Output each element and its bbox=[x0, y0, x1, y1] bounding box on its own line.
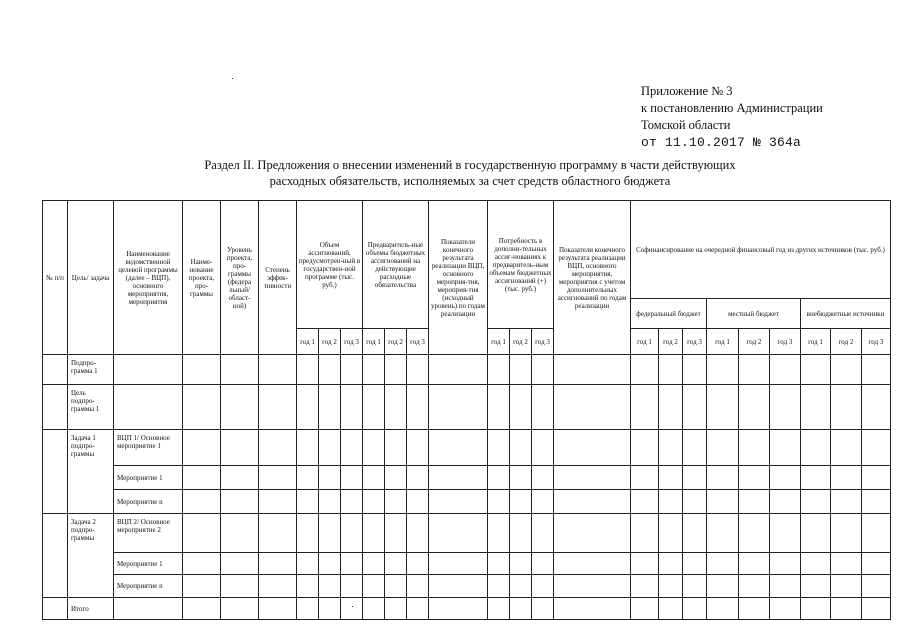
cell bbox=[385, 355, 407, 385]
header-level: Уровень проекта, про-граммы (федера льный/ област-ной) bbox=[221, 201, 259, 355]
cell bbox=[683, 514, 707, 553]
cell bbox=[510, 490, 532, 514]
cell bbox=[319, 430, 341, 466]
cell bbox=[488, 355, 510, 385]
cell bbox=[114, 355, 183, 385]
header-year: год 1 bbox=[707, 329, 739, 355]
cell bbox=[631, 466, 659, 490]
row-name-event-1b: Мероприятие 1 bbox=[114, 553, 183, 575]
cell bbox=[488, 466, 510, 490]
cell bbox=[862, 430, 891, 466]
cell bbox=[363, 430, 385, 466]
header-goal: Цель/ задача bbox=[68, 201, 114, 355]
cell bbox=[221, 575, 259, 598]
header-year: год 1 bbox=[488, 329, 510, 355]
cell bbox=[341, 553, 363, 575]
cell bbox=[429, 575, 488, 598]
cell bbox=[385, 466, 407, 490]
cell bbox=[183, 553, 221, 575]
cell bbox=[319, 575, 341, 598]
cell bbox=[385, 514, 407, 553]
cell bbox=[43, 514, 68, 598]
cell bbox=[488, 575, 510, 598]
cell bbox=[831, 490, 862, 514]
cell bbox=[801, 466, 831, 490]
cell bbox=[319, 490, 341, 514]
cell bbox=[770, 514, 801, 553]
cell bbox=[385, 553, 407, 575]
cell bbox=[319, 553, 341, 575]
cell bbox=[488, 598, 510, 620]
cell bbox=[510, 514, 532, 553]
cell bbox=[488, 490, 510, 514]
cell bbox=[259, 598, 297, 620]
cell bbox=[363, 466, 385, 490]
cell bbox=[739, 553, 770, 575]
cell bbox=[510, 553, 532, 575]
cell bbox=[341, 430, 363, 466]
cell bbox=[770, 575, 801, 598]
row-label-subprogram: Подпро-грамма 1 bbox=[68, 355, 114, 385]
cell bbox=[183, 598, 221, 620]
cell bbox=[341, 490, 363, 514]
cell bbox=[341, 355, 363, 385]
cell bbox=[183, 490, 221, 514]
cell bbox=[407, 355, 429, 385]
appendix-line-2: к постановлению Администрации bbox=[641, 101, 823, 115]
row-name-vcp-2: ВЦП 2/ Основное мероприятие 2 bbox=[114, 514, 183, 553]
cell bbox=[429, 490, 488, 514]
row-label-total: Итого bbox=[68, 598, 114, 620]
row-name-vcp-1: ВЦП 1/ Основное мероприятие 1 bbox=[114, 430, 183, 466]
cell bbox=[683, 598, 707, 620]
cell bbox=[429, 514, 488, 553]
cell bbox=[683, 385, 707, 430]
cell bbox=[532, 575, 554, 598]
header-need: Потребность в дополни-тельных ассиг-нованиях к предваритель-ным объемам бюджетных ассигнований (+) (тыс. руб.) bbox=[488, 201, 554, 329]
cell bbox=[831, 575, 862, 598]
cell bbox=[488, 430, 510, 466]
cell bbox=[862, 490, 891, 514]
cell bbox=[831, 466, 862, 490]
cell bbox=[221, 385, 259, 430]
table-row bbox=[43, 355, 891, 385]
cell bbox=[259, 430, 297, 466]
cell bbox=[659, 355, 683, 385]
cell bbox=[831, 385, 862, 430]
header-federal: федеральный бюджет bbox=[631, 299, 707, 329]
cell bbox=[429, 385, 488, 430]
cell bbox=[801, 553, 831, 575]
cell bbox=[801, 514, 831, 553]
cell bbox=[407, 575, 429, 598]
cell bbox=[259, 514, 297, 553]
header-year: год 3 bbox=[770, 329, 801, 355]
cell bbox=[319, 466, 341, 490]
cell bbox=[659, 575, 683, 598]
cell bbox=[770, 355, 801, 385]
section-title-line-2: расходных обязательств, исполняемых за счет средств областного бюджета bbox=[269, 174, 671, 188]
cell bbox=[770, 490, 801, 514]
cell bbox=[707, 355, 739, 385]
row-name-event-1: Мероприятие 1 bbox=[114, 466, 183, 490]
cell bbox=[831, 514, 862, 553]
table-row-total bbox=[43, 598, 891, 620]
cell bbox=[831, 553, 862, 575]
table-row bbox=[43, 385, 891, 430]
cell bbox=[862, 575, 891, 598]
cell bbox=[631, 355, 659, 385]
cell bbox=[363, 575, 385, 598]
cell bbox=[707, 430, 739, 466]
cell bbox=[297, 385, 319, 430]
cell bbox=[659, 430, 683, 466]
cell bbox=[532, 553, 554, 575]
header-num: № п/п bbox=[43, 201, 68, 355]
header-year: год 2 bbox=[510, 329, 532, 355]
cell bbox=[341, 514, 363, 553]
cell bbox=[532, 598, 554, 620]
cell bbox=[831, 430, 862, 466]
cell bbox=[770, 553, 801, 575]
header-effect: Степень эффек-тивности bbox=[259, 201, 297, 355]
cell bbox=[770, 385, 801, 430]
header-indicator: Показатели конечного результата реализации ВЦП, основного мероприя-тия, мероприя-тия (исходный уровень) по годам реализации bbox=[429, 201, 488, 355]
cell bbox=[770, 598, 801, 620]
cell bbox=[488, 385, 510, 430]
header-year: год 2 bbox=[739, 329, 770, 355]
cell bbox=[259, 466, 297, 490]
cell bbox=[554, 598, 631, 620]
cell bbox=[429, 466, 488, 490]
cell bbox=[862, 466, 891, 490]
table-row bbox=[43, 553, 891, 575]
cell bbox=[221, 355, 259, 385]
cell bbox=[297, 514, 319, 553]
cell bbox=[739, 490, 770, 514]
row-name-event-nb: Мероприятие n bbox=[114, 575, 183, 598]
cell bbox=[554, 355, 631, 385]
cell bbox=[739, 385, 770, 430]
cell bbox=[488, 514, 510, 553]
cell bbox=[631, 575, 659, 598]
cell bbox=[259, 553, 297, 575]
cell bbox=[659, 514, 683, 553]
header-year: год 1 bbox=[631, 329, 659, 355]
cell bbox=[739, 598, 770, 620]
table-row bbox=[43, 466, 891, 490]
cell bbox=[532, 430, 554, 466]
cell bbox=[385, 598, 407, 620]
cell bbox=[683, 490, 707, 514]
cell bbox=[221, 553, 259, 575]
cell bbox=[429, 553, 488, 575]
cell bbox=[221, 514, 259, 553]
cell bbox=[363, 355, 385, 385]
cell bbox=[488, 553, 510, 575]
cell bbox=[631, 598, 659, 620]
cell bbox=[554, 490, 631, 514]
cell bbox=[862, 598, 891, 620]
cell bbox=[407, 490, 429, 514]
cell bbox=[707, 490, 739, 514]
cell bbox=[43, 385, 68, 430]
cell bbox=[739, 575, 770, 598]
cell bbox=[385, 430, 407, 466]
cell bbox=[739, 514, 770, 553]
cell bbox=[319, 385, 341, 430]
cell bbox=[554, 430, 631, 466]
cell bbox=[297, 553, 319, 575]
cell bbox=[510, 385, 532, 430]
cell bbox=[862, 514, 891, 553]
cell bbox=[683, 430, 707, 466]
cell bbox=[363, 514, 385, 553]
cell bbox=[341, 385, 363, 430]
cell bbox=[707, 466, 739, 490]
cell bbox=[862, 355, 891, 385]
cell bbox=[707, 514, 739, 553]
scan-speck bbox=[232, 78, 233, 79]
cell bbox=[532, 466, 554, 490]
cell bbox=[319, 514, 341, 553]
section-title bbox=[150, 157, 790, 189]
cell bbox=[407, 385, 429, 430]
cell bbox=[532, 385, 554, 430]
cell bbox=[831, 355, 862, 385]
cell bbox=[510, 355, 532, 385]
header-year: год 3 bbox=[532, 329, 554, 355]
cell bbox=[683, 466, 707, 490]
cell bbox=[183, 385, 221, 430]
cell bbox=[407, 430, 429, 466]
cell bbox=[319, 598, 341, 620]
cell bbox=[363, 490, 385, 514]
cell bbox=[43, 598, 68, 620]
cell bbox=[363, 553, 385, 575]
header-year: год 2 bbox=[831, 329, 862, 355]
cell bbox=[429, 598, 488, 620]
header-year: год 3 bbox=[862, 329, 891, 355]
cell bbox=[659, 466, 683, 490]
cell bbox=[510, 598, 532, 620]
cell bbox=[801, 355, 831, 385]
cell bbox=[259, 490, 297, 514]
cell bbox=[770, 466, 801, 490]
cell bbox=[429, 355, 488, 385]
header-row-1 bbox=[43, 201, 891, 299]
cell bbox=[407, 553, 429, 575]
cell bbox=[341, 466, 363, 490]
header-year: год 2 bbox=[659, 329, 683, 355]
header-year: год 1 bbox=[297, 329, 319, 355]
cell bbox=[510, 430, 532, 466]
cell bbox=[114, 598, 183, 620]
cell bbox=[407, 514, 429, 553]
appendix-date-line: от 11.10.2017 № 364а bbox=[641, 135, 802, 150]
cell bbox=[429, 430, 488, 466]
cell bbox=[221, 466, 259, 490]
table-row bbox=[43, 514, 891, 553]
cell bbox=[707, 598, 739, 620]
cell bbox=[221, 490, 259, 514]
cell bbox=[407, 598, 429, 620]
cell bbox=[532, 514, 554, 553]
cell bbox=[631, 490, 659, 514]
cell bbox=[532, 355, 554, 385]
cell bbox=[297, 490, 319, 514]
cell bbox=[659, 385, 683, 430]
cell bbox=[862, 553, 891, 575]
cell bbox=[739, 430, 770, 466]
header-volume: Объем ассигнований, предусмотрен-ный в государствен-ной программе (тыс. руб.) bbox=[297, 201, 363, 329]
header-year: год 2 bbox=[319, 329, 341, 355]
cell bbox=[554, 553, 631, 575]
cell bbox=[221, 598, 259, 620]
cell bbox=[862, 385, 891, 430]
cell bbox=[801, 385, 831, 430]
row-label-task-1: Задача 1 подпро-граммы bbox=[68, 430, 114, 514]
cell bbox=[341, 598, 363, 620]
header-year: год 1 bbox=[363, 329, 385, 355]
cell bbox=[631, 385, 659, 430]
cell bbox=[554, 385, 631, 430]
cell bbox=[297, 466, 319, 490]
header-name: Наименование ведомственной целевой программы (далее – ВЦП), основного мероприятия, мероприятия bbox=[114, 201, 183, 355]
cell bbox=[801, 575, 831, 598]
cell bbox=[297, 430, 319, 466]
row-label-goal: Цель подпро-граммы 1 bbox=[68, 385, 114, 430]
cell bbox=[554, 514, 631, 553]
cell bbox=[554, 466, 631, 490]
cell bbox=[183, 355, 221, 385]
header-extra: внебюджетные источники bbox=[801, 299, 891, 329]
header-local: местный бюджет bbox=[707, 299, 801, 329]
cell bbox=[259, 385, 297, 430]
cell bbox=[363, 598, 385, 620]
cell bbox=[707, 385, 739, 430]
table-row bbox=[43, 575, 891, 598]
cell bbox=[363, 385, 385, 430]
proposal-table bbox=[42, 200, 891, 620]
header-year: год 3 bbox=[683, 329, 707, 355]
cell bbox=[659, 553, 683, 575]
cell bbox=[801, 490, 831, 514]
appendix-line-3: Томской области bbox=[641, 118, 731, 132]
header-year: год 2 bbox=[385, 329, 407, 355]
cell bbox=[770, 430, 801, 466]
cell bbox=[43, 355, 68, 385]
header-prelim: Предваритель-ные объемы бюджетных ассигнований на действующие расходные обязательства bbox=[363, 201, 429, 329]
cell bbox=[510, 466, 532, 490]
cell bbox=[385, 490, 407, 514]
cell bbox=[683, 553, 707, 575]
cell bbox=[739, 466, 770, 490]
appendix-block bbox=[641, 83, 823, 151]
cell bbox=[385, 385, 407, 430]
cell bbox=[259, 355, 297, 385]
cell bbox=[341, 575, 363, 598]
row-name-event-n: Мероприятие n bbox=[114, 490, 183, 514]
header-year: год 3 bbox=[407, 329, 429, 355]
appendix-line-1: Приложение № 3 bbox=[641, 84, 733, 98]
cell bbox=[659, 490, 683, 514]
cell bbox=[683, 355, 707, 385]
cell bbox=[707, 553, 739, 575]
header-indicator-2: Показатели конечного результата реализации ВЦП, основного мероприятия, мероприятия с учетом дополнительных ассигнований по годам реализации bbox=[554, 201, 631, 355]
cell bbox=[801, 430, 831, 466]
cell bbox=[683, 575, 707, 598]
cell bbox=[259, 575, 297, 598]
section-title-line-1: Раздел II. Предложения о внесении изменений в государственную программу в части действующих bbox=[204, 158, 736, 172]
cell bbox=[510, 575, 532, 598]
cell bbox=[43, 430, 68, 514]
header-cofinancing: Софинансирование на очередной финансовый год из других источников (тыс. руб.) bbox=[631, 201, 891, 299]
cell bbox=[183, 575, 221, 598]
cell bbox=[183, 466, 221, 490]
cell bbox=[554, 575, 631, 598]
cell bbox=[659, 598, 683, 620]
header-project: Наиме-нование проекта, про-граммы bbox=[183, 201, 221, 355]
cell bbox=[631, 553, 659, 575]
cell bbox=[831, 598, 862, 620]
table-row bbox=[43, 490, 891, 514]
cell bbox=[532, 490, 554, 514]
cell bbox=[297, 575, 319, 598]
row-label-task-2: Задача 2 подпро-граммы bbox=[68, 514, 114, 598]
cell bbox=[739, 355, 770, 385]
cell bbox=[297, 355, 319, 385]
header-year: год 3 bbox=[341, 329, 363, 355]
cell bbox=[114, 385, 183, 430]
cell bbox=[631, 514, 659, 553]
cell bbox=[407, 466, 429, 490]
cell bbox=[297, 598, 319, 620]
cell bbox=[183, 514, 221, 553]
table-row bbox=[43, 430, 891, 466]
cell bbox=[221, 430, 259, 466]
cell bbox=[707, 575, 739, 598]
cell bbox=[631, 430, 659, 466]
cell bbox=[183, 430, 221, 466]
cell bbox=[385, 575, 407, 598]
cell bbox=[801, 598, 831, 620]
header-year: год 1 bbox=[801, 329, 831, 355]
cell bbox=[319, 355, 341, 385]
